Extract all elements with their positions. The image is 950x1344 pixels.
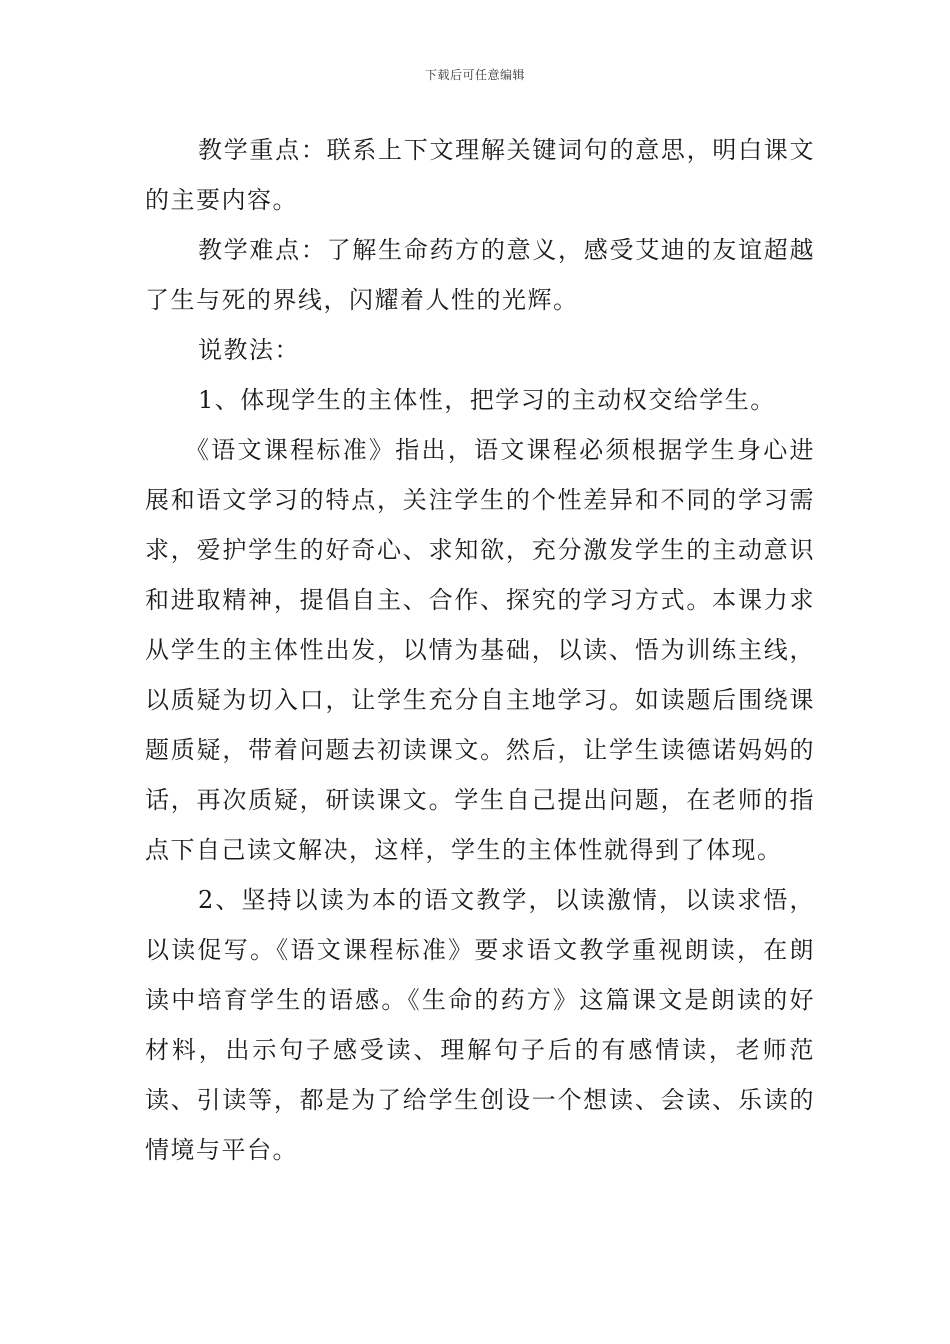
paragraph-curriculum-standard: 《语文课程标准》指出，语文课程必须根据学生身心进展和语文学习的特点，关注学生的个性差异和不同的学习需求，爱护学生的好奇心、求知欲，充分激发学生的主动意识和进取精神，提倡自主、合作、探究的学习方式。本课力求从学生的主体性出发，以情为基础，以读、悟为训练主线，以质疑为切入口，让学生充分自主地学习。如读题后围绕课题质疑，带着问题去初读课文。然后，让学生读德诺妈妈的话，再次质疑，研读课文。学生自己提出问题，在老师的指点下自己读文解决，这样，学生的主体性就得到了体现。 <box>145 436 815 864</box>
paragraph-method-1: 1、体现学生的主体性，把学习的主动权交给学生。 <box>198 386 776 414</box>
document-body <box>145 125 815 1175</box>
paragraph-teaching-difficulty: 教学难点：了解生命药方的意义，感受艾迪的友谊超越了生与死的界线，闪耀着人性的光辉。 <box>145 236 815 314</box>
page-header: 下载后可任意编辑 <box>424 68 525 82</box>
paragraph-teaching-focus: 教学重点：联系上下文理解关键词句的意思，明白课文的主要内容。 <box>145 136 815 214</box>
paragraph-method-2: 2、坚持以读为本的语文教学，以读激情，以读求悟，以读促写。《语文课程标准》要求语文教学重视朗读，在朗读中培育学生的语感。《生命的药方》这篇课文是朗读的好材料，出示句子感受读、理解句子后的有感情读，老师范读、引读等，都是为了给学生创设一个想读、会读、乐读的情境与平台。 <box>145 886 815 1164</box>
paragraph-teaching-methods-heading: 说教法： <box>198 336 300 364</box>
